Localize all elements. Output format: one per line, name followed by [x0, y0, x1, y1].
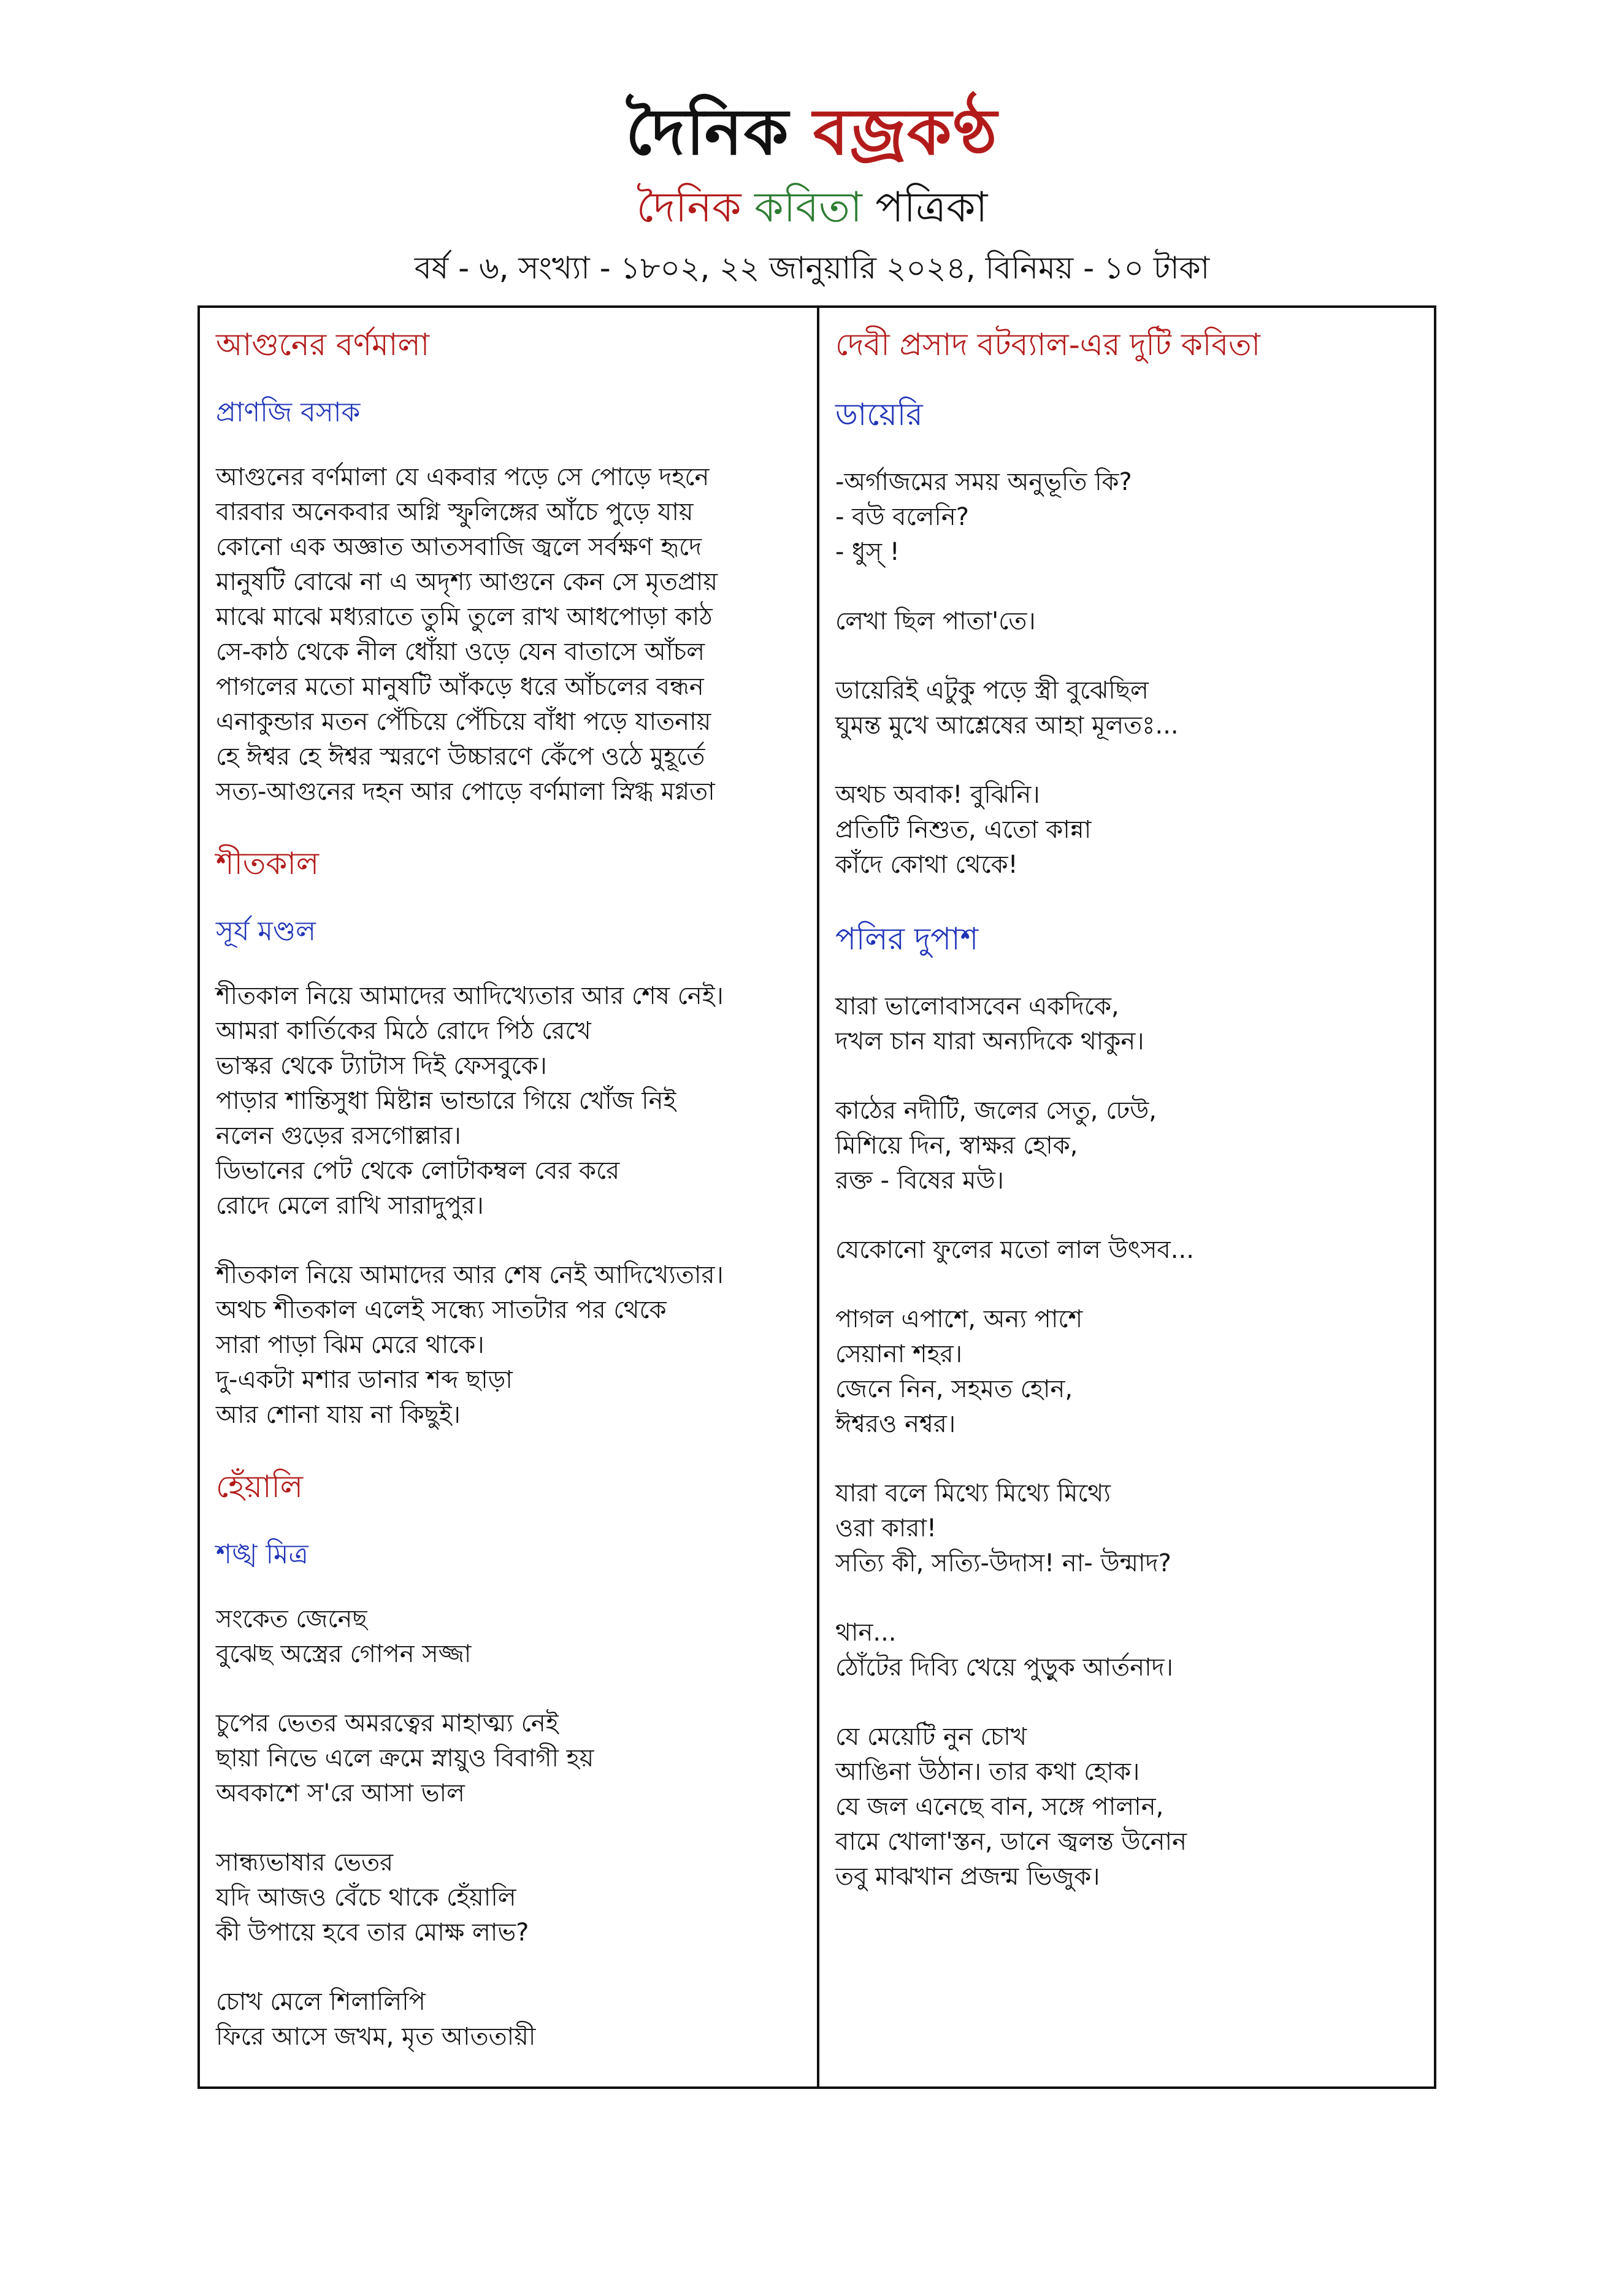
poem-line: নলেন গুড়ের রসগোল্লার। — [216, 1122, 461, 1150]
poem-stanza — [835, 989, 1424, 1059]
poem-stanza — [216, 1258, 805, 1433]
poem-line: প্রতিটি নিশুত, এতো কান্না — [835, 816, 1092, 844]
poem-line: সান্ধ্যভাষার ভেতর — [216, 1849, 394, 1877]
poem-stanza — [216, 1985, 805, 2055]
tagline-part-3: পত্রিকা — [875, 183, 988, 232]
poem-stanza — [216, 1845, 805, 1950]
poem-line: মিশিয়ে দিন, স্বাক্ষর হোক, — [835, 1132, 1078, 1160]
poem-line: সত্যি কী, সত্যি-উদাস! না- উন্মাদ? — [835, 1549, 1171, 1577]
poem-stanza — [216, 1602, 805, 1672]
poem-line: ডিভানের পেট থেকে লোটাকম্বল বের করে — [216, 1157, 620, 1185]
poem-line: যদি আজও বেঁচে থাকে হেঁয়ালি — [216, 1883, 516, 1912]
poem-line: - ধুস্ ! — [835, 538, 900, 566]
poem-line: বুঝেছ অস্ত্রের গোপন সজ্জা — [216, 1640, 472, 1668]
poem-stanza — [835, 778, 1424, 883]
poem-line: যেকোনো ফুলের মতো লাল উৎসব... — [835, 1236, 1194, 1264]
poem-stanza — [835, 1233, 1424, 1268]
poem-line: মানুষটি বোঝে না এ অদৃশ্য আগুনে কেন সে মৃতপ্রায় — [216, 568, 718, 596]
poem-stanza — [216, 979, 805, 1224]
poem-line: ঈশ্বরও নশ্বর। — [835, 1410, 956, 1438]
poem-author: সূর্য মণ্ডল — [216, 916, 316, 947]
poem — [216, 1467, 805, 2055]
poem-line: কী উপায়ে হবে তার মোক্ষ লাভ? — [216, 1918, 529, 1947]
poem-line: অবকাশে স'রে আসা ভাল — [216, 1779, 465, 1807]
poem-line: অথচ শীতকাল এলেই সন্ধ্যে সাতটার পর থেকে — [216, 1296, 667, 1324]
poem-line: ছায়া নিভে এলে ক্রমে স্নায়ুও বিবাগী হয় — [216, 1744, 594, 1772]
poem-line: সংকেত জেনেছ — [216, 1605, 367, 1633]
poem-line: এনাকুন্ডার মতন পেঁচিয়ে পেঁচিয়ে বাঁধা পড়ে যাতনায় — [216, 708, 711, 736]
poem-line: ফিরে আসে জখম, মৃত আততায়ী — [216, 2023, 536, 2051]
poem-line: হে ঈশ্বর হে ঈশ্বর স্মরণে উচ্চারণে কেঁপে ওঠে মুহূর্তে — [216, 743, 705, 771]
logo-part-2: বজ্রকণ্ঠ — [813, 94, 998, 169]
poem-line: সারা পাড়া ঝিম মেরে থাকে। — [216, 1331, 485, 1359]
poem-author: প্রাণজি বসাক — [216, 397, 361, 428]
poem-stanza — [835, 1476, 1424, 1581]
poem-line: লেখা ছিল পাতা'তে। — [835, 607, 1036, 635]
poem-stanza — [216, 1706, 805, 1811]
poem-line: যে জল এনেছে বান, সঙ্গে পালান, — [835, 1793, 1164, 1821]
poem-line: ভাস্কর থেকে ট্যাটাস দিই ফেসবুকে। — [216, 1052, 547, 1080]
tagline — [0, 180, 1624, 236]
poem-line: সেয়ানা শহর। — [835, 1340, 962, 1368]
poem-stanza — [835, 1615, 1424, 1685]
issue-info: বর্ষ - ৬, সংখ্যা - ১৮০২, ২২ জানুয়ারি ২০২৪, বিনিময় - ১০ টাকা — [414, 250, 1210, 286]
masthead — [0, 92, 1624, 289]
poem-author: শঙ্খ মিত্র — [216, 1539, 308, 1570]
poem-line: আমরা কার্তিকের মিঠে রোদে পিঠ রেখে — [216, 1017, 591, 1045]
poem — [216, 325, 805, 810]
poems-box — [197, 305, 1436, 2089]
poem-line: মাঝে মাঝে মধ্যরাতে তুমি তুলে রাখ আধপোড়া কাঠ — [216, 603, 713, 631]
poem-line: দখল চান যারা অন্যদিকে থাকুন। — [835, 1027, 1144, 1056]
poem-line: কাঠের নদীটি, জলের সেতু, ঢেউ, — [835, 1097, 1157, 1125]
poem-title: ডায়েরি — [835, 397, 923, 432]
poem-line: চুপের ভেতর অমরত্বের মাহাত্ম্য নেই — [216, 1709, 559, 1738]
tagline-part-2: কবিতা — [754, 183, 862, 232]
poem-line: ঘুমন্ত মুখে আশ্লেষের আহা মূলতঃ... — [835, 711, 1179, 740]
poem-title: শীতকাল — [216, 846, 320, 881]
poem-line: রোদে মেলে রাখি সারাদুপুর। — [216, 1192, 484, 1220]
poem-line: বারবার অনেকবার অগ্নি স্ফুলিঙ্গের আঁচে পুড়ে যায় — [216, 498, 694, 526]
poem-line: আঙিনা উঠান। তার কথা হোক। — [835, 1758, 1140, 1786]
poem-line: দু-একটা মশার ডানার শব্দ ছাড়া — [216, 1366, 513, 1394]
poem-line: -অর্গাজমের সময় অনুভূতি কি? — [835, 468, 1132, 496]
poem-stanza — [835, 1094, 1424, 1198]
right-column — [835, 325, 1424, 1929]
poem-line: বামে খোলা'স্তন, ডানে জ্বলন্ত উনোন — [835, 1828, 1187, 1856]
poem-line: যারা বলে মিথ্যে মিথ্যে মিথ্যে — [835, 1479, 1111, 1508]
poem-line: পাগলের মতো মানুষটি আঁকড়ে ধরে আঁচলের বন্ধন — [216, 673, 704, 701]
newspaper-logo — [0, 92, 1624, 172]
poem-line: সত্য-আগুনের দহন আর পোড়ে বর্ণমালা স্নিগ্ধ মগ্নতা — [216, 778, 715, 806]
poem-stanza — [835, 604, 1424, 639]
poem-stanza — [835, 673, 1424, 743]
poem-title: পলির দুপাশ — [835, 921, 979, 957]
poem-stanza — [835, 1302, 1424, 1442]
poem-line: যে মেয়েটি নুন চোখ — [835, 1723, 1027, 1751]
poem-line: সে-কাঠ থেকে নীল ধোঁয়া ওড়ে যেন বাতাসে আঁচল — [216, 638, 705, 666]
poem-line: আগুনের বর্ণমালা যে একবার পড়ে সে পোড়ে দহনে — [216, 463, 710, 491]
poem-title: আগুনের বর্ণমালা — [216, 327, 430, 362]
poem-line: কোনো এক অজ্ঞাত আতসবাজি জ্বলে সর্বক্ষণ হৃদে — [216, 533, 702, 561]
tagline-part-1: দৈনিক — [636, 183, 741, 232]
poem-line: পাগল এপাশে, অন্য পাশে — [835, 1305, 1083, 1333]
poem-line: শীতকাল নিয়ে আমাদের আর শেষ নেই আদিখ্যেতার। — [216, 1261, 724, 1289]
poem-line: ঠোঁটের দিব্যি খেয়ে পুড়ুক আর্তনাদ। — [835, 1653, 1173, 1682]
poem-line: চোখ মেলে শিলালিপি — [216, 1988, 426, 2016]
left-column — [216, 325, 805, 2089]
poem-stanza — [216, 460, 805, 810]
column-divider — [817, 308, 819, 2086]
poem-line: ওরা কারা! — [835, 1514, 936, 1542]
logo-part-1: দৈনিক — [626, 94, 790, 169]
poem-line: রক্ত - বিষের মউ। — [835, 1167, 1004, 1195]
poem-title: হেঁয়ালি — [216, 1469, 304, 1504]
poem-stanza — [835, 465, 1424, 570]
poem-line: কাঁদে কোথা থেকে! — [835, 851, 1018, 879]
poem-line: পাড়ার শান্তিসুধা মিষ্টান্ন ভান্ডারে গিয়ে খোঁজ নিই — [216, 1087, 676, 1115]
poem-line: যারা ভালোবাসবেন একদিকে, — [835, 992, 1119, 1021]
poem-line: তবু মাঝখান প্রজন্ম ভিজুক। — [835, 1863, 1100, 1891]
poem-line: শীতকাল নিয়ে আমাদের আদিখ্যেতার আর শেষ নেই। — [216, 982, 724, 1010]
series-heading: দেবী প্রসাদ বটব্যাল-এর দুটি কবিতা — [835, 327, 1261, 362]
poem-line: ডায়েরিই এটুকু পড়ে স্ত্রী বুঝেছিল — [835, 676, 1149, 705]
poem-line: জেনে নিন, সহমত হোন, — [835, 1375, 1073, 1403]
poem-stanza — [835, 1720, 1424, 1895]
poem-line: থান... — [835, 1619, 897, 1647]
poem-line: আর শোনা যায় না কিছুই। — [216, 1401, 461, 1429]
poem-line: অথচ অবাক! বুঝিনি। — [835, 781, 1040, 809]
poem — [835, 395, 1424, 883]
poem — [835, 919, 1424, 1895]
poem — [216, 844, 805, 1433]
poem-line: - বউ বলেনি? — [835, 503, 969, 531]
